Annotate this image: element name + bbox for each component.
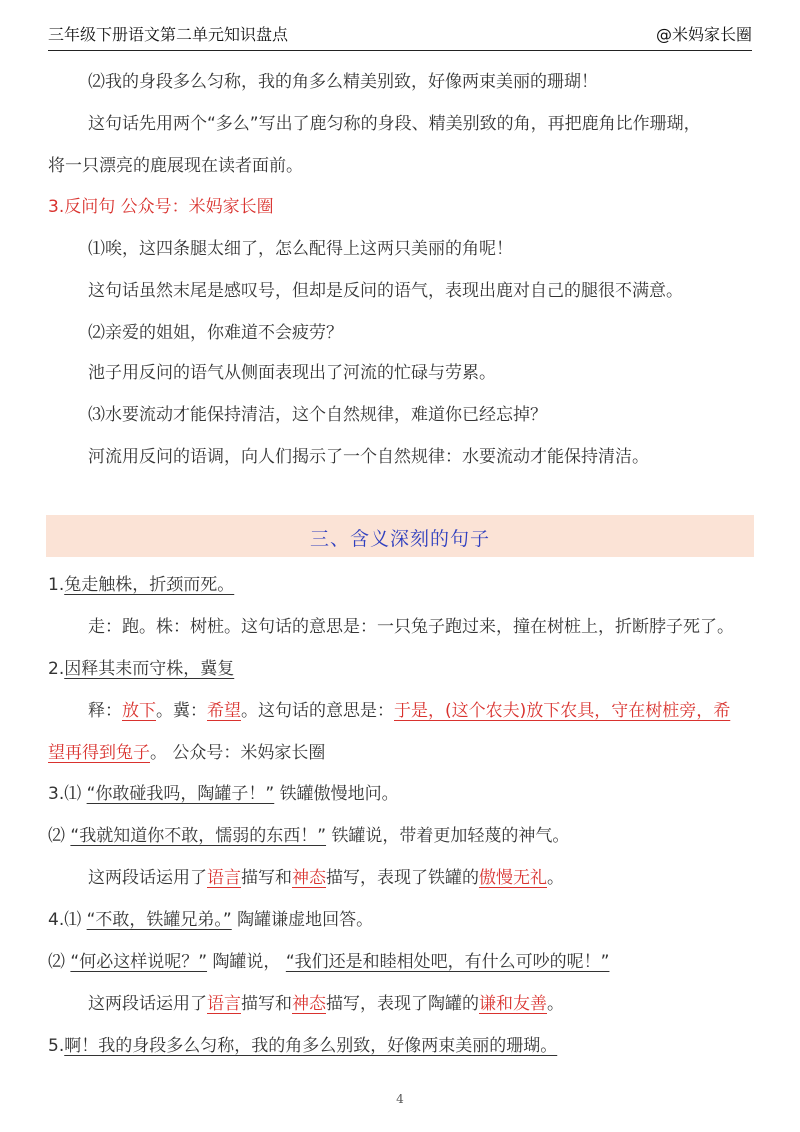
subheading-rhetorical-question: 3.反问句 公众号：米妈家长圈 [48, 197, 274, 217]
item-3b-narration: 铁罐说，带着更加轻蔑的神气。 [331, 826, 570, 846]
expl-text: 描写和 [241, 994, 292, 1014]
item-2 [48, 654, 234, 679]
section-heading-bar [46, 515, 754, 557]
document-title: 三年级下册语文第二单元知识盘点 [48, 25, 289, 44]
item-4b-narration: 陶罐说， [212, 952, 281, 972]
expl-text: 描写，表现了陶罐的 [326, 994, 479, 1014]
expl-text: 描写，表现了铁罐的 [326, 868, 479, 888]
item-4-line-1 [48, 905, 373, 930]
expl-text: 这两段话运用了 [88, 868, 207, 888]
item-4-line-2 [48, 947, 609, 972]
item-3-line-2 [48, 821, 569, 846]
item-3-explanation [88, 863, 564, 888]
answer-expression: 神态 [292, 994, 326, 1014]
rq-1-explanation: 这句话虽然末尾是感叹号，但却是反问的语气，表现出鹿对自己的腿很不满意。 [88, 281, 683, 301]
item-3b-quote: “我就知道你不敢，懦弱的东西！” [70, 826, 327, 846]
item-3-number: 3.⑴ [48, 784, 87, 804]
item-4-quote: “不敢，铁罐兄弟。” [86, 910, 232, 930]
rq-2-quote: ⑵亲爱的姐姐，你难道不会疲劳？ [88, 323, 343, 343]
item-2-explanation [88, 696, 730, 721]
gloss-answer: 放下 [122, 701, 156, 721]
item-4b-quote-2: “我们还是和睦相处吧，有什么可吵的呢！” [285, 952, 610, 972]
item-3b-number: ⑵ [48, 826, 71, 846]
page-number: 4 [396, 1092, 404, 1106]
item-1-text: 兔走触株，折颈而死。 [64, 575, 235, 595]
item-4b-number: ⑵ [48, 952, 71, 972]
author-handle: @米妈家长圈 [655, 25, 752, 44]
item-1-explanation: 走：跑。株：树桩。这句话的意思是：一只兔子跑过来，撞在树桩上，折断脖子死了。 [88, 617, 734, 637]
item-3-quote: “你敢碰我吗，陶罐子！” [86, 784, 275, 804]
item-5-number: 5. [48, 1036, 65, 1056]
answer-language: 语言 [207, 868, 241, 888]
promo-text: 。 公众号：米妈家长圈 [150, 743, 326, 763]
expl-text: 。 [547, 868, 564, 888]
rq-1-quote: ⑴唉，这四条腿太细了，怎么配得上这两只美丽的角呢！ [88, 239, 513, 259]
item-3-narration: 铁罐傲慢地问。 [279, 784, 399, 804]
sentence-2-quote: ⑵我的身段多么匀称，我的角多么精美别致，好像两束美丽的珊瑚！ [88, 72, 598, 92]
gloss-answer: 希望 [207, 701, 241, 721]
expl-text: 这两段话运用了 [88, 994, 207, 1014]
item-1 [48, 570, 234, 595]
meaning-answer: 于是，(这个农夫)放下农具，守在树桩旁，希 [394, 701, 731, 721]
item-4-narration: 陶罐谦虚地回答。 [237, 910, 374, 930]
page-header [48, 18, 752, 51]
item-4b-quote: “何必这样说呢？” [70, 952, 208, 972]
item-5-text: 啊！我的身段多么匀称，我的角多么别致，好像两束美丽的珊瑚。 [64, 1036, 558, 1056]
item-4-explanation [88, 989, 564, 1014]
item-2-number: 2. [48, 659, 65, 679]
item-5 [48, 1031, 557, 1056]
gloss-label: 。冀： [156, 701, 207, 721]
sentence-2-explanation: 这句话先用两个“多么”写出了鹿匀称的身段、精美别致的角，再把鹿角比作珊瑚， [88, 114, 701, 134]
item-2-explanation-cont [48, 738, 325, 763]
expl-text: 。 [547, 994, 564, 1014]
gloss-label: 释： [88, 701, 122, 721]
answer-language: 语言 [207, 994, 241, 1014]
item-1-number: 1. [48, 575, 65, 595]
section-title: 三、含义深刻的句子 [309, 528, 490, 550]
item-2-text: 因释其耒而守株，冀复 [64, 659, 235, 679]
sentence-2-explanation-cont: 将一只漂亮的鹿展现在读者面前。 [48, 156, 303, 176]
rq-2-explanation: 池子用反问的语气从侧面表现出了河流的忙碌与劳累。 [88, 363, 496, 383]
meaning-label: 。这句话的意思是： [241, 701, 394, 721]
item-4-number: 4.⑴ [48, 910, 87, 930]
answer-expression: 神态 [292, 868, 326, 888]
meaning-answer-cont: 望再得到兔子 [48, 743, 150, 763]
expl-text: 描写和 [241, 868, 292, 888]
rq-3-explanation: 河流用反问的语调，向人们揭示了一个自然规律：水要流动才能保持清洁。 [88, 447, 649, 467]
rq-3-quote: ⑶水要流动才能保持清洁，这个自然规律，难道你已经忘掉？ [88, 405, 547, 425]
answer-trait: 傲慢无礼 [479, 868, 547, 888]
item-3-line-1 [48, 779, 399, 804]
answer-trait: 谦和友善 [479, 994, 547, 1014]
